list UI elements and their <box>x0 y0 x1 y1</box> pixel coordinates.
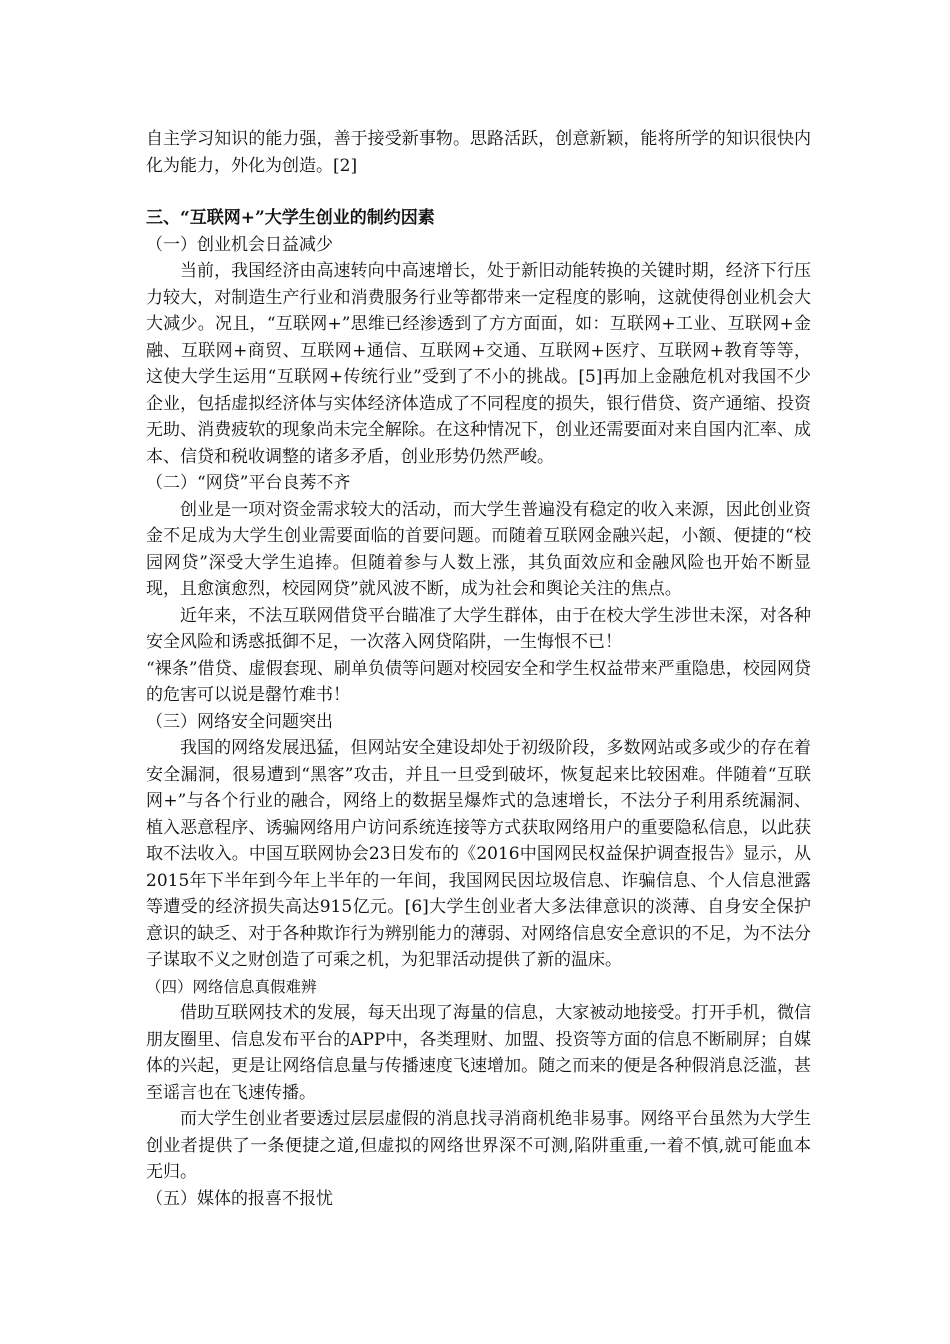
subsection-heading-1: （一）创业机会日益减少 <box>146 234 333 255</box>
paragraph-sub3-1: 我国的网络发展迅猛，但网站安全建设却处于初级阶段，多数网站或多或少的存在着安全漏洞，很易遭到“黑客”攻击，并且一旦受到破坏，恢复起来比较困难。伴随着“互联网+”与各个行业的融合，网络上的数据呈爆炸式的急速增长，不法分子利用系统漏洞、植入恶意程序、诱骗网络用户访问系统连接等方式获取网络用户的重要隐私信息，以此获取不法收入。中国互联网协会23日发布的《2016中国网民权益保护调查报告》显示，从2015年下半年到今年上半年的一年间，我国网民因垃圾信息、诈骗信息、个人信息泄露等遭受的经济损失高达915亿元。[6]大学生创业者大多法律意识的淡薄、自身安全保护意识的缺乏、对于各种欺诈行为辨别能力的薄弱、对网络信息安全意识的不足，为不法分子谋取不义之财创造了可乘之机，为犯罪活动提供了新的温床。 <box>146 738 811 970</box>
document-page <box>146 126 811 1212</box>
paragraph-sub4-1: 借助互联网技术的发展，每天出现了海量的信息，大家被动地接受。打开手机，微信朋友圈里、信息发布平台的APP中，各类理财、加盟、投资等方面的信息不断刷屏；自媒体的兴起，更是让网络信息量与传播速度飞速增加。随之而来的便是各种假消息泛滥，甚至谣言也在飞速传播。 <box>146 1003 811 1103</box>
paragraph-sub1-1: 当前，我国经济由高速转向中高速增长，处于新旧动能转换的关键时期，经济下行压力较大，对制造生产行业和消费服务行业等都带来一定程度的影响，这就使得创业机会大大减少。况且，“互联网+”思维已经渗透到了方方面面，如：互联网+工业、互联网+金融、互联网+商贸、互联网+通信、互联网+交通、互联网+医疗、互联网+教育等等，这使大学生运用“互联网+传统行业”受到了不小的挑战。[5]再加上金融危机对我国不少企业，包括虚拟经济体与实体经济体造成了不同程度的损失，银行借贷、资产通缩、投资无助、消费疲软的现象尚未完全解除。在这种情况下，创业还需要面对来自国内汇率、成本、信贷和税收调整的诸多矛盾，创业形势仍然严峻。 <box>146 261 811 467</box>
subsection-heading-2: （二）“网贷”平台良莠不齐 <box>146 473 351 493</box>
paragraph-sub2-2: 近年来，不法互联网借贷平台瞄准了大学生群体，由于在校大学生涉世未深，对各种安全风险和诱惑抵御不足，一次落入网贷陷阱，一生悔恨不已！ <box>146 605 811 652</box>
paragraph-intro-continuation: 自主学习知识的能力强，善于接受新事物。思路活跃，创意新颖，能将所学的知识很快内化为能力，外化为创造。[2] <box>146 129 811 176</box>
subsection-heading-3: （三）网络安全问题突出 <box>146 711 333 732</box>
subsection-heading-4: （四）网络信息真假难辨 <box>146 977 317 996</box>
subsection-heading-5: （五）媒体的报喜不报忧 <box>146 1188 333 1209</box>
paragraph-sub4-2: 而大学生创业者要透过层层虚假的消息找寻消商机绝非易事。网络平台虽然为大学生创业者提供了一条便捷之道,但虚拟的网络世界深不可测,陷阱重重,一着不慎,就可能血本无归。 <box>146 1109 811 1182</box>
paragraph-sub2-3: “裸条”借贷、虚假套现、刷单负债等问题对校园安全和学生权益带来严重隐患，校园网贷的危害可以说是罄竹难书！ <box>146 658 811 705</box>
paragraph-sub2-1: 创业是一项对资金需求较大的活动，而大学生普遍没有稳定的收入来源，因此创业资金不足成为大学生创业需要面临的首要问题。而随着互联网金融兴起，小额、便捷的“校园网贷”深受大学生追捧。但随着参与人数上涨，其负面效应和金融风险也开始不断显现，且愈演愈烈，校园网贷”就风波不断，成为社会和舆论关注的焦点。 <box>146 499 811 599</box>
section-heading-3: 三、“互联网+”大学生创业的制约因素 <box>146 208 435 228</box>
